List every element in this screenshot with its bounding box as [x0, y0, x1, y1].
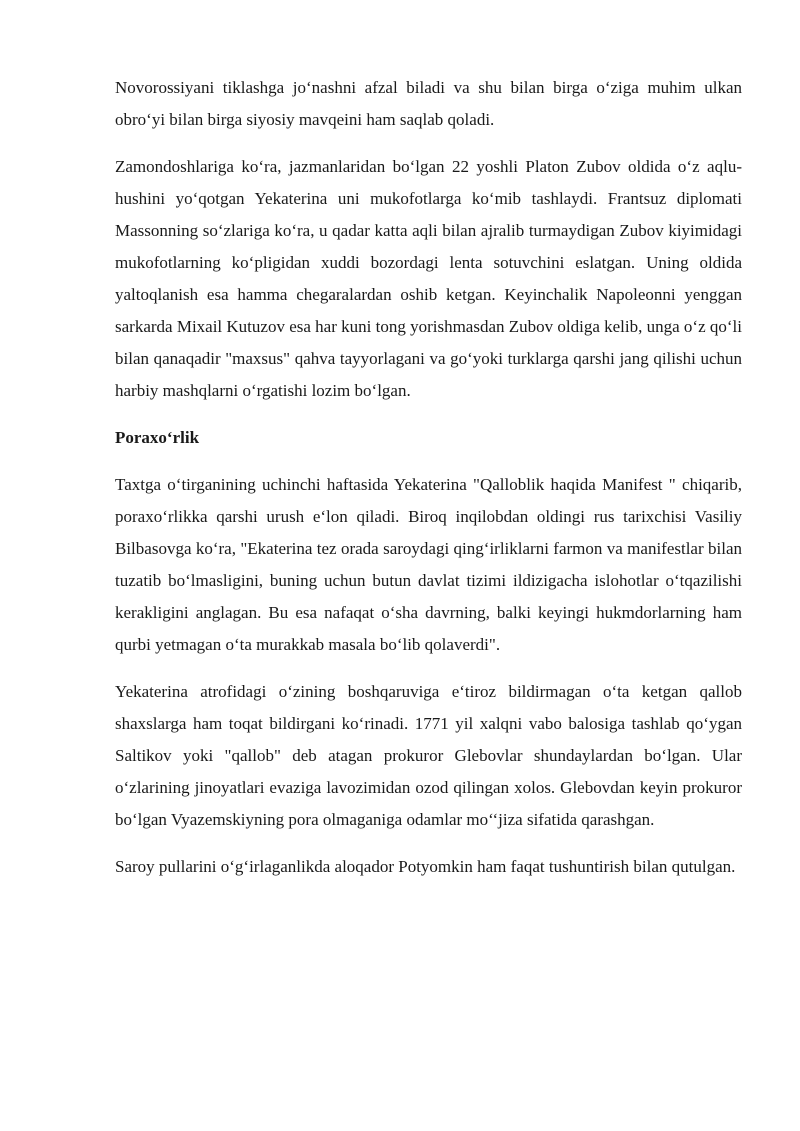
paragraph-2: Zamondoshlariga ko‘ra, jazmanlaridan bo‘lgan 22 yoshli Platon Zubov oldida o‘z aqlu-hushini yo‘qotgan Yekaterina uni mukofotlarga ko‘mib tashlaydi. Frantsuz diplomati Massonning so‘zlariga ko‘ra, u qadar katta aqli bilan ajralib turmaydigan Zubov kiyimidagi mukofotlarning ko‘pligidan xuddi bozordagi lenta sotuvchini eslatgan. Uning oldida yaltoqlanish esa hamma chegaralardan oshib ketgan. Keyinchalik Napoleonni yenggan sarkarda Mixail Kutuzov esa har kuni tong yorishmasdan Zubov oldiga kelib, unga o‘z qo‘li bilan qanaqadir "maxsus" qahva tayyorlagani va go‘yoki turklarga qarshi jang qilishi uchun harbiy mashqlarni o‘rgatishi lozim bo‘lgan. [115, 157, 742, 400]
paragraph-3: Taxtga o‘tirganining uchinchi haftasida Yekaterina "Qalloblik haqida Manifest " chiqarib, poraxo‘rlikka qarshi urush e‘lon qiladi. Biroq inqilobdan oldingi rus tarixchisi Vasiliy Bilbasovga ko‘ra, "Ekaterina tez orada saroydagi qing‘irliklarni farmon va manifestlar bilan tuzatib bo‘lmasligini, buning uchun butun davlat tizimi ildizigacha islohotlar o‘tqazilishi kerakligini anglagan. Bu esa nafaqat o‘sha davrning, balki keyingi hukmdorlarning ham qurbi yetmagan o‘ta murakkab masala bo‘lib qolaverdi". [115, 475, 742, 654]
paragraph-1: Novorossiyani tiklashga jo‘nashni afzal biladi va shu bilan birga o‘ziga muhim ulkan obro‘yi bilan birga siyosiy mavqeini ham saqlab qoladi. [115, 78, 742, 129]
paragraph-5: Saroy pullarini o‘g‘irlaganlikda aloqador Potyomkin ham faqat tushuntirish bilan qutulgan. [115, 857, 736, 876]
paragraph-4: Yekaterina atrofidagi o‘zining boshqaruviga e‘tiroz bildirmagan o‘ta ketgan qallob shaxslarga ham toqat bildirgani ko‘rinadi. 1771 yil xalqni vabo balosiga tashlab qo‘ygan Saltikov yoki "qallob" deb atagan prokuror Glebovlar shundaylardan bo‘lgan. Ular o‘zlarining jinoyatlari evaziga lavozimidan ozod qilingan xolos. Glebovdan keyin prokuror bo‘lgan Vyazemskiyning pora olmaganiga odamlar mo‘‘jiza sifatida qarashgan. [115, 682, 742, 829]
document-body [115, 72, 742, 898]
section-heading: Poraxo‘rlik [115, 428, 200, 447]
